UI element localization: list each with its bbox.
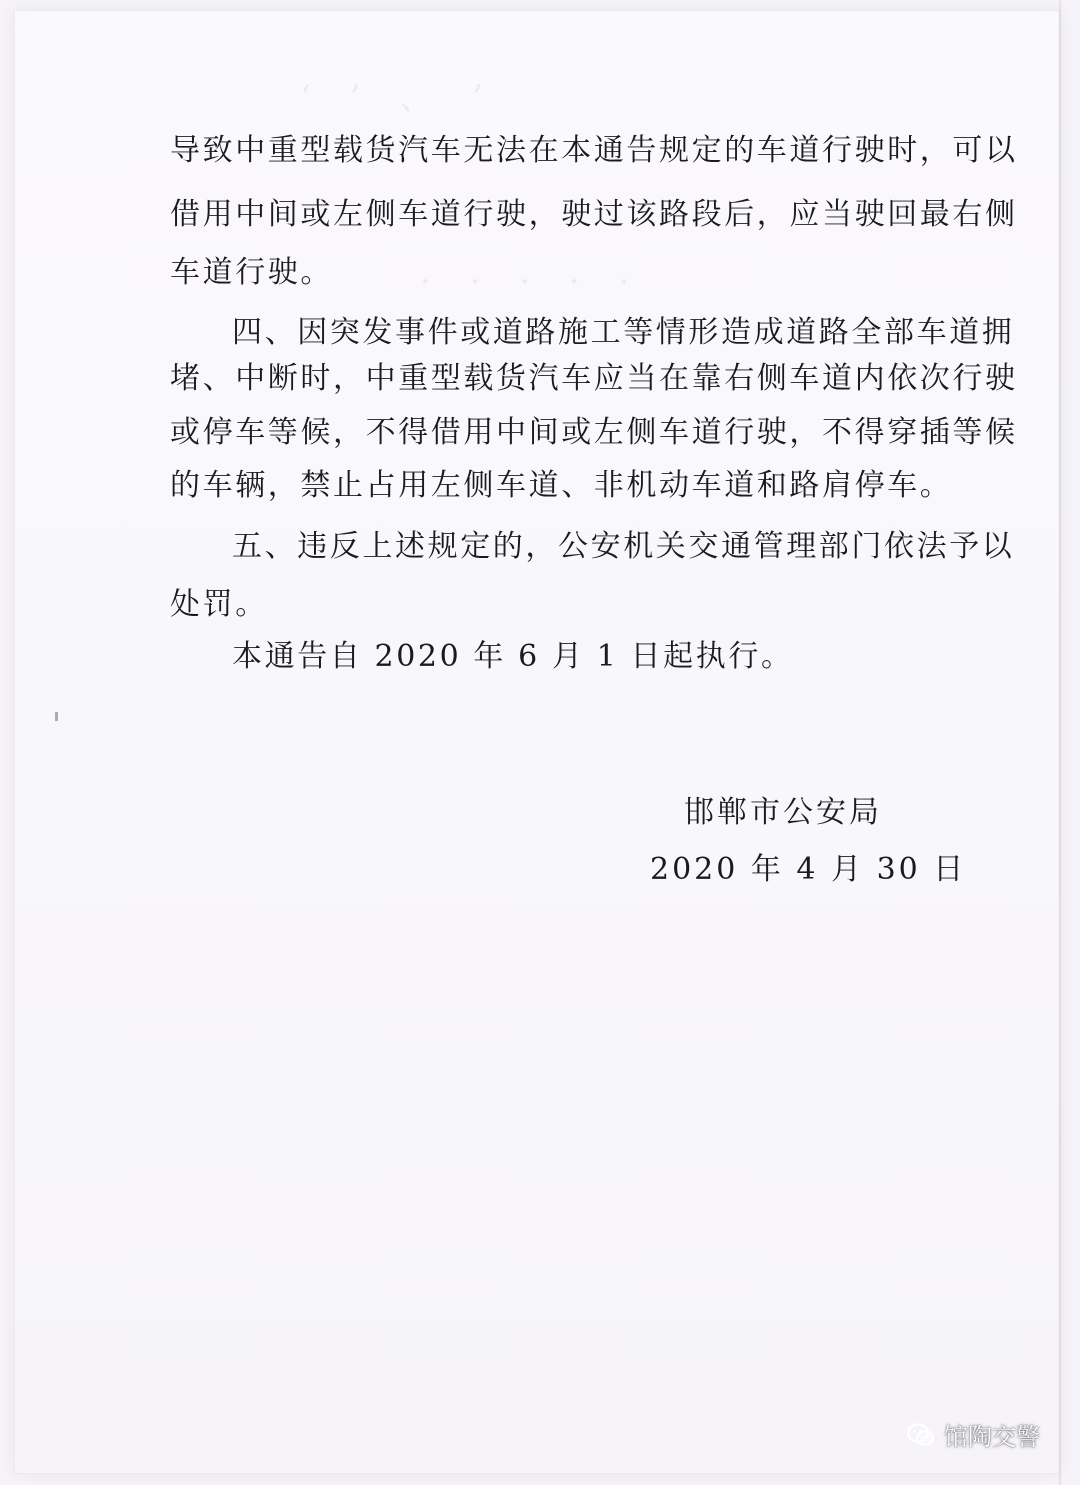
text-line: 的车辆，禁止占用左侧车道、非机动车道和路肩停车。 (170, 468, 953, 503)
paper-edge-shadow (1058, 0, 1062, 1485)
issuer-name: 邯郸市公安局 (684, 795, 882, 830)
bleed-through-mark: ‘ ’ 、 ’ (300, 78, 497, 118)
issue-date: 2020 年 4 月 30 日 (650, 852, 967, 887)
text-line: 车道行驶。 (170, 255, 333, 290)
text-line: 或停车等候，不得借用中间或左侧车道行驶，不得穿插等候 (170, 415, 1018, 450)
wechat-icon (906, 1422, 936, 1448)
bleed-through-mark: · · · · · (420, 262, 644, 302)
text-line: 借用中间或左侧车道行驶，驶过该路段后，应当驶回最右侧 (170, 197, 1018, 232)
watermark-text: 馆陶交警 (944, 1423, 1040, 1451)
text-line: 处罚。 (170, 587, 268, 622)
text-line: 堵、中断时，中重型载货汽车应当在靠右侧车道内依次行驶 (170, 361, 1018, 396)
text-line: 五、违反上述规定的，公安机关交通管理部门依法予以 (232, 529, 1015, 564)
paper-speck (55, 712, 58, 721)
text-line: 导致中重型载货汽车无法在本通告规定的车道行驶时，可以 (170, 133, 1018, 168)
effective-date-line: 本通告自 2020 年 6 月 1 日起执行。 (232, 639, 794, 674)
watermark (906, 1417, 1040, 1452)
text-line: 四、因突发事件或道路施工等情形造成道路全部车道拥 (232, 315, 1015, 350)
